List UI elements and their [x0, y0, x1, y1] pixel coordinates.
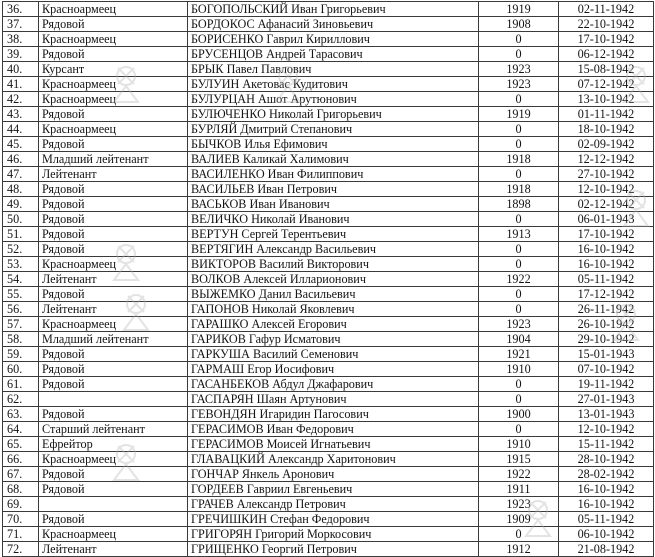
full-name-cell: ГАСАНБЕКОВ Абдул Джафарович	[188, 377, 479, 392]
birth-year-cell: 0	[479, 257, 559, 272]
birth-year-cell: 0	[479, 92, 559, 107]
row-number: 46.	[3, 152, 39, 167]
date-cell: 15-08-1942	[559, 62, 654, 77]
rank-cell: Рядовой	[39, 107, 188, 122]
date-cell: 16-10-1942	[559, 497, 654, 512]
table-row	[3, 527, 654, 542]
row-number: 71.	[3, 527, 39, 542]
full-name-cell: ВАЛИЕВ Каликай Халимович	[188, 152, 479, 167]
rank-cell: Рядовой	[39, 227, 188, 242]
row-number: 38.	[3, 32, 39, 47]
full-name-cell: ГЕРАСИМОВ Моисей Игнатьевич	[188, 437, 479, 452]
birth-year-cell: 1912	[479, 542, 559, 557]
table-row	[3, 182, 654, 197]
birth-year-cell: 1923	[479, 497, 559, 512]
date-cell: 06-12-1942	[559, 47, 654, 62]
table-row	[3, 392, 654, 407]
rank-cell: Рядовой	[39, 182, 188, 197]
date-cell: 27-01-1943	[559, 392, 654, 407]
rank-cell: Рядовой	[39, 212, 188, 227]
casualty-roster-table	[2, 1, 654, 557]
table-row	[3, 107, 654, 122]
rank-cell: Курсант	[39, 62, 188, 77]
table-row	[3, 497, 654, 512]
date-cell: 29-10-1942	[559, 332, 654, 347]
full-name-cell: ВЕЛИЧКО Николай Иванович	[188, 212, 479, 227]
row-number: 64.	[3, 422, 39, 437]
birth-year-cell: 1922	[479, 272, 559, 287]
row-number: 52.	[3, 242, 39, 257]
row-number: 56.	[3, 302, 39, 317]
rank-cell: Лейтенант	[39, 167, 188, 182]
date-cell: 12-12-1942	[559, 152, 654, 167]
full-name-cell: БЫЧКОВ Илья Ефимович	[188, 137, 479, 152]
date-cell: 28-10-1942	[559, 452, 654, 467]
birth-year-cell: 1898	[479, 197, 559, 212]
rank-cell: Лейтенант	[39, 272, 188, 287]
birth-year-cell: 0	[479, 167, 559, 182]
rank-cell: Лейтенант	[39, 302, 188, 317]
date-cell: 13-01-1943	[559, 407, 654, 422]
date-cell: 02-11-1942	[559, 2, 654, 17]
birth-year-cell: 1900	[479, 407, 559, 422]
full-name-cell: ВАСИЛЕНКО Иван Филиппович	[188, 167, 479, 182]
rank-cell: Младший лейтенант	[39, 332, 188, 347]
rank-cell	[39, 497, 188, 512]
birth-year-cell: 0	[479, 377, 559, 392]
table-row	[3, 167, 654, 182]
rank-cell: Рядовой	[39, 362, 188, 377]
rank-cell: Рядовой	[39, 482, 188, 497]
full-name-cell: БОГОПОЛЬСКИЙ Иван Григорьевич	[188, 2, 479, 17]
table-row	[3, 32, 654, 47]
birth-year-cell: 1915	[479, 452, 559, 467]
full-name-cell: БУЛУРЦАН Ашот Арутюнович	[188, 92, 479, 107]
date-cell: 05-11-1942	[559, 272, 654, 287]
full-name-cell: ГОНЧАР Янкель Аронович	[188, 467, 479, 482]
birth-year-cell: 1918	[479, 152, 559, 167]
row-number: 58.	[3, 332, 39, 347]
birth-year-cell: 1921	[479, 347, 559, 362]
table-row	[3, 332, 654, 347]
table-row	[3, 362, 654, 377]
row-number: 57.	[3, 317, 39, 332]
date-cell: 01-11-1942	[559, 107, 654, 122]
row-number: 55.	[3, 287, 39, 302]
birth-year-cell: 1911	[479, 482, 559, 497]
row-number: 47.	[3, 167, 39, 182]
rank-cell: Рядовой	[39, 197, 188, 212]
date-cell: 16-10-1942	[559, 242, 654, 257]
table-row	[3, 287, 654, 302]
row-number: 37.	[3, 17, 39, 32]
row-number: 63.	[3, 407, 39, 422]
row-number: 40.	[3, 62, 39, 77]
full-name-cell: ГРИЩЕНКО Георгий Петрович	[188, 542, 479, 557]
date-cell: 17-12-1942	[559, 287, 654, 302]
table-row	[3, 437, 654, 452]
date-cell: 06-01-1943	[559, 212, 654, 227]
birth-year-cell: 1913	[479, 227, 559, 242]
table-row	[3, 212, 654, 227]
table-row	[3, 92, 654, 107]
row-number: 65.	[3, 437, 39, 452]
full-name-cell: ГАРАШКО Алексей Егорович	[188, 317, 479, 332]
rank-cell: Красноармеец	[39, 2, 188, 17]
birth-year-cell: 1923	[479, 62, 559, 77]
row-number: 39.	[3, 47, 39, 62]
table-row	[3, 407, 654, 422]
table-row	[3, 452, 654, 467]
date-cell: 05-11-1942	[559, 512, 654, 527]
full-name-cell: ГРЕЧИШКИН Стефан Федорович	[188, 512, 479, 527]
rank-cell: Красноармеец	[39, 257, 188, 272]
birth-year-cell: 0	[479, 212, 559, 227]
rank-cell: Рядовой	[39, 347, 188, 362]
table-row	[3, 257, 654, 272]
full-name-cell: ВЫЖЕМКО Данил Васильевич	[188, 287, 479, 302]
date-cell: 16-10-1942	[559, 482, 654, 497]
birth-year-cell: 0	[479, 32, 559, 47]
date-cell: 16-10-1942	[559, 257, 654, 272]
table-row	[3, 467, 654, 482]
row-number: 36.	[3, 2, 39, 17]
table-row	[3, 197, 654, 212]
full-name-cell: ГАРИКОВ Гафур Исматович	[188, 332, 479, 347]
date-cell: 27-10-1942	[559, 167, 654, 182]
full-name-cell: ВИКТОРОВ Василий Викторович	[188, 257, 479, 272]
rank-cell: Красноармеец	[39, 317, 188, 332]
date-cell: 15-11-1942	[559, 437, 654, 452]
full-name-cell: БРУСЕНЦОВ Андрей Тарасович	[188, 47, 479, 62]
row-number: 72.	[3, 542, 39, 557]
row-number: 59.	[3, 347, 39, 362]
birth-year-cell: 1918	[479, 182, 559, 197]
full-name-cell: БУЛЮЧЕНКО Николай Григорьевич	[188, 107, 479, 122]
date-cell: 13-10-1942	[559, 92, 654, 107]
full-name-cell: ВОЛКОВ Алексей Илларионович	[188, 272, 479, 287]
full-name-cell: ГАПОНОВ Николай Яковлевич	[188, 302, 479, 317]
full-name-cell: ВЕРТЯГИН Александр Васильевич	[188, 242, 479, 257]
date-cell: 22-10-1942	[559, 17, 654, 32]
full-name-cell: ГРИГОРЯН Григорий Моркосович	[188, 527, 479, 542]
table-row	[3, 62, 654, 77]
rank-cell	[39, 392, 188, 407]
rank-cell: Красноармеец	[39, 32, 188, 47]
row-number: 50.	[3, 212, 39, 227]
table-row	[3, 17, 654, 32]
rank-cell: Младший лейтенант	[39, 152, 188, 167]
full-name-cell: ВЕРТУН Сергей Терентьевич	[188, 227, 479, 242]
date-cell: 18-10-1942	[559, 122, 654, 137]
birth-year-cell: 0	[479, 392, 559, 407]
rank-cell: Ефрейтор	[39, 437, 188, 452]
rank-cell: Рядовой	[39, 407, 188, 422]
row-number: 48.	[3, 182, 39, 197]
table-row	[3, 272, 654, 287]
row-number: 68.	[3, 482, 39, 497]
birth-year-cell: 0	[479, 422, 559, 437]
date-cell: 12-10-1942	[559, 422, 654, 437]
row-number: 49.	[3, 197, 39, 212]
full-name-cell: ГАРКУША Василий Семенович	[188, 347, 479, 362]
table-row	[3, 137, 654, 152]
birth-year-cell: 1910	[479, 362, 559, 377]
rank-cell: Красноармеец	[39, 527, 188, 542]
table-row	[3, 482, 654, 497]
birth-year-cell: 0	[479, 137, 559, 152]
full-name-cell: ГЕВОНДЯН Игаридин Пагосович	[188, 407, 479, 422]
full-name-cell: БУЛУИН Акетовас Кудитович	[188, 77, 479, 92]
rank-cell: Старший лейтенант	[39, 422, 188, 437]
full-name-cell: ГОРДЕЕВ Гавриил Евгеньевич	[188, 482, 479, 497]
row-number: 44.	[3, 122, 39, 137]
table-row	[3, 377, 654, 392]
date-cell: 26-11-1942	[559, 302, 654, 317]
row-number: 70.	[3, 512, 39, 527]
full-name-cell: ВАСИЛЬЕВ Иван Петрович	[188, 182, 479, 197]
date-cell: 12-10-1942	[559, 182, 654, 197]
table-row	[3, 47, 654, 62]
birth-year-cell: 1909	[479, 512, 559, 527]
birth-year-cell: 1923	[479, 317, 559, 332]
row-number: 41.	[3, 77, 39, 92]
birth-year-cell: 1910	[479, 437, 559, 452]
date-cell: 02-12-1942	[559, 197, 654, 212]
date-cell: 15-01-1943	[559, 347, 654, 362]
table-row	[3, 2, 654, 17]
row-number: 45.	[3, 137, 39, 152]
table-row	[3, 302, 654, 317]
full-name-cell: БОРДОКОС Афанасий Зиновьевич	[188, 17, 479, 32]
date-cell: 21-08-1942	[559, 542, 654, 557]
rank-cell: Лейтенант	[39, 542, 188, 557]
rank-cell: Рядовой	[39, 17, 188, 32]
date-cell: 02-09-1942	[559, 137, 654, 152]
rank-cell: Рядовой	[39, 47, 188, 62]
row-number: 60.	[3, 362, 39, 377]
row-number: 67.	[3, 467, 39, 482]
birth-year-cell: 0	[479, 122, 559, 137]
rank-cell: Рядовой	[39, 287, 188, 302]
rank-cell: Красноармеец	[39, 452, 188, 467]
date-cell: 28-02-1942	[559, 467, 654, 482]
birth-year-cell: 0	[479, 287, 559, 302]
rank-cell: Рядовой	[39, 512, 188, 527]
date-cell: 17-10-1942	[559, 32, 654, 47]
table-row	[3, 542, 654, 557]
full-name-cell: БРЫК Павел Павлович	[188, 62, 479, 77]
birth-year-cell: 1923	[479, 77, 559, 92]
row-number: 69.	[3, 497, 39, 512]
row-number: 42.	[3, 92, 39, 107]
table-row	[3, 227, 654, 242]
full-name-cell: ГЛАВАЦКИЙ Александр Харитонович	[188, 452, 479, 467]
full-name-cell: ГАСПАРЯН Шаян Артунович	[188, 392, 479, 407]
table-row	[3, 512, 654, 527]
row-number: 51.	[3, 227, 39, 242]
date-cell: 06-10-1942	[559, 527, 654, 542]
birth-year-cell: 1919	[479, 2, 559, 17]
table-row	[3, 122, 654, 137]
row-number: 53.	[3, 257, 39, 272]
table-row	[3, 77, 654, 92]
birth-year-cell: 0	[479, 47, 559, 62]
row-number: 62.	[3, 392, 39, 407]
full-name-cell: ГЕРАСИМОВ Иван Федорович	[188, 422, 479, 437]
date-cell: 07-12-1942	[559, 77, 654, 92]
date-cell: 19-11-1942	[559, 377, 654, 392]
table-row	[3, 317, 654, 332]
full-name-cell: БОРИСЕНКО Гаврил Кириллович	[188, 32, 479, 47]
row-number: 61.	[3, 377, 39, 392]
table-row	[3, 422, 654, 437]
date-cell: 17-10-1942	[559, 227, 654, 242]
full-name-cell: ВАСЬКОВ Иван Иванович	[188, 197, 479, 212]
date-cell: 26-10-1942	[559, 317, 654, 332]
table-row	[3, 347, 654, 362]
rank-cell: Красноармеец	[39, 122, 188, 137]
rank-cell: Рядовой	[39, 467, 188, 482]
birth-year-cell: 1908	[479, 17, 559, 32]
date-cell: 07-10-1942	[559, 362, 654, 377]
rank-cell: Рядовой	[39, 137, 188, 152]
birth-year-cell: 0	[479, 302, 559, 317]
row-number: 66.	[3, 452, 39, 467]
birth-year-cell: 1922	[479, 467, 559, 482]
table-row	[3, 152, 654, 167]
rank-cell: Рядовой	[39, 377, 188, 392]
full-name-cell: ГАРМАШ Егор Иосифович	[188, 362, 479, 377]
row-number: 54.	[3, 272, 39, 287]
rank-cell: Рядовой	[39, 242, 188, 257]
full-name-cell: БУРЛЯЙ Дмитрий Степанович	[188, 122, 479, 137]
table-row	[3, 242, 654, 257]
birth-year-cell: 1904	[479, 332, 559, 347]
rank-cell: Красноармеец	[39, 92, 188, 107]
birth-year-cell: 0	[479, 242, 559, 257]
rank-cell: Красноармеец	[39, 77, 188, 92]
roster-body	[3, 2, 654, 557]
birth-year-cell: 1919	[479, 107, 559, 122]
row-number: 43.	[3, 107, 39, 122]
full-name-cell: ГРАЧЕВ Александр Петрович	[188, 497, 479, 512]
birth-year-cell: 0	[479, 527, 559, 542]
